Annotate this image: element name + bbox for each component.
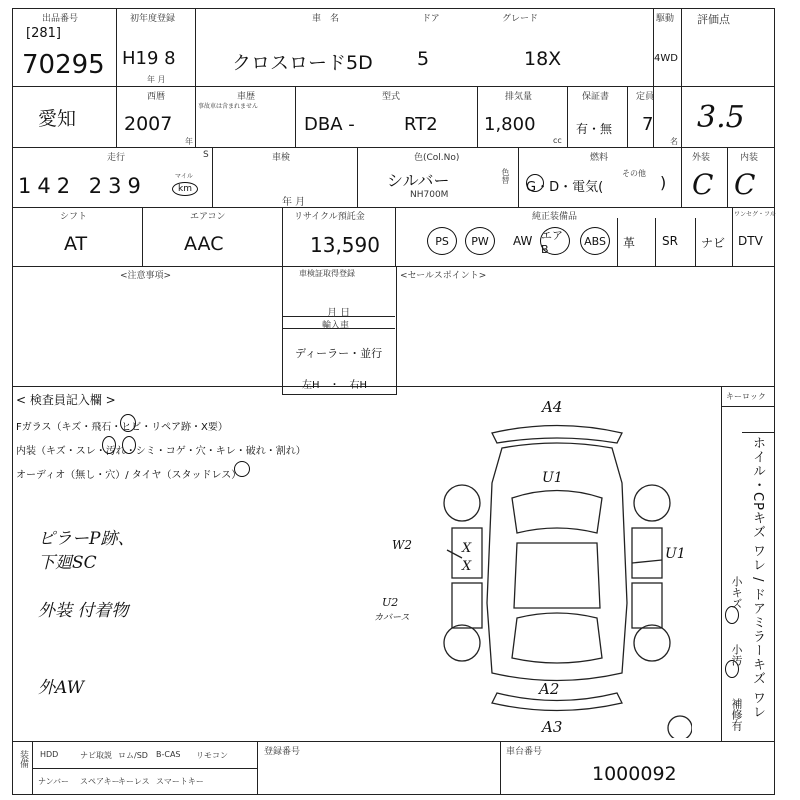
inspection-line-1: Fガラス（キズ・飛石・ヒビ・リペア跡・X要）: [16, 422, 228, 433]
handwritten-note-2: 下廻SC: [38, 553, 97, 573]
vin-label: 車台番号: [506, 747, 543, 757]
circle-mark: [102, 436, 116, 454]
door-left-rear: [452, 583, 482, 628]
equipment-item: ナビ: [701, 236, 726, 250]
circle-mark: [120, 414, 136, 432]
recycle-label: リサイクル預託金: [294, 212, 365, 222]
model-prefix: DBA -: [304, 114, 355, 135]
circle-mark: [725, 606, 739, 624]
footer-equipment-item: HDD: [40, 750, 59, 759]
col-divider: [195, 8, 196, 86]
inspection-line-3: オーディオ（無し・穴）/ タイヤ（スタッドレス）: [16, 470, 242, 481]
col-divider: [395, 207, 396, 266]
equipment-item: 革: [623, 236, 636, 250]
col-divider: [142, 207, 143, 266]
notes-label: <注意事項>: [120, 271, 172, 281]
equipment-label: 純正装備品: [532, 212, 578, 222]
car-name-value: クロスロード5D: [232, 52, 373, 74]
footer-equipment-item: スマートキー: [156, 777, 204, 786]
key-divider: [721, 406, 775, 407]
s-label: S: [203, 150, 209, 160]
mark-w2: W2: [392, 538, 412, 552]
col-divider: [477, 86, 478, 147]
circle-mark: [122, 436, 136, 454]
wheel-rear-left: [444, 625, 480, 661]
col-divider: [195, 86, 196, 147]
warranty-label: 保証書: [582, 92, 610, 102]
mark-a4: A4: [542, 398, 563, 416]
col-divider: [627, 86, 628, 147]
doors-value: 5: [417, 48, 430, 70]
capacity-value: 7: [642, 114, 654, 135]
mark-a2: A2: [539, 680, 560, 698]
lot-label: 出品番号: [42, 14, 79, 24]
col-divider: [295, 86, 296, 147]
col-divider: [727, 147, 728, 207]
col-divider: [732, 208, 733, 266]
col-divider: [282, 207, 283, 266]
gasoline-circle: [526, 174, 544, 192]
footer-equipment-item: キーレス: [118, 777, 150, 786]
grade-label: グレード: [502, 14, 539, 24]
col-divider: [116, 8, 117, 147]
registration-label: 登録番号: [264, 747, 301, 757]
score-value: 3.5: [697, 100, 745, 135]
recycle-value: 13,590: [310, 233, 380, 257]
wheel-front-left: [444, 485, 480, 521]
year-label: 西暦: [147, 92, 166, 102]
equipment-item: エアB: [540, 227, 570, 255]
key-divider: [742, 432, 775, 433]
color-label: 色(Col.No): [414, 153, 460, 163]
mileage-value: 142 239: [18, 174, 147, 198]
first-reg-unit: 年 月: [147, 75, 166, 84]
mileage-label: 走行: [107, 153, 126, 163]
door-right-rear: [632, 583, 662, 628]
mark-x-1: X: [462, 541, 472, 556]
handle-value: 左H ・ 右H: [302, 380, 368, 391]
record-unit: 月 日: [327, 308, 351, 319]
wheel-front-right: [634, 485, 670, 521]
grade-value: 18X: [524, 48, 562, 70]
equipment-item: ABS: [580, 227, 610, 255]
fuel-other: その他: [622, 169, 646, 178]
score-label: 評価点: [697, 13, 730, 26]
row-divider: [12, 86, 775, 87]
sales-label: <セールスポイント>: [400, 271, 487, 281]
import-value: ディーラー・並行: [295, 347, 383, 360]
history-label: 車歴: [237, 92, 256, 102]
footer-divider: [500, 741, 501, 795]
ac-value: AAC: [184, 233, 224, 255]
col-divider: [681, 8, 682, 147]
right-small-2: 小汚: [730, 644, 743, 666]
footer-equipment-item: ロム/SD: [118, 751, 148, 760]
circle-mark: [234, 461, 250, 477]
exterior-label: 外装: [692, 153, 711, 163]
right-vertical-text: ホイル・CPキズ ワレ / ドアミラーキズ ワレ: [750, 436, 765, 719]
w2-pointer: [447, 550, 462, 558]
exterior-value: C: [692, 168, 714, 201]
year-value: 2007: [124, 113, 173, 135]
footer-side-label: 装備: [18, 750, 28, 768]
handwritten-note-3: 外装 付着物: [38, 601, 129, 621]
history-sub: 事故車は含まれません: [198, 103, 259, 110]
col-divider: [212, 147, 213, 207]
inspection-title: < 検査員記入欄 >: [16, 393, 116, 407]
interior-label: 内装: [740, 153, 759, 163]
lot-number: 70295: [22, 50, 105, 80]
fuel-value: G・D・電気(: [526, 180, 604, 195]
displacement-value: 1,800: [484, 114, 536, 135]
vin-value: 1000092: [592, 763, 677, 785]
right-small-3: 補修有: [730, 698, 743, 731]
col-divider: [567, 86, 568, 147]
col-divider: [681, 147, 682, 207]
front-bumper-shape: [492, 426, 622, 444]
footer-divider: [32, 768, 257, 769]
footer-equipment-item: ナビ取説: [80, 751, 112, 760]
footer-equipment-item: ナンバー: [38, 777, 70, 786]
drive-label: 駆動: [656, 14, 675, 24]
equipment-item: DTV: [738, 234, 763, 248]
doors-label: ドア: [422, 14, 440, 24]
footer-equipment-item: リモコン: [196, 751, 228, 760]
col-divider: [617, 218, 618, 266]
right-small-1: 小キズ: [730, 576, 743, 609]
ac-label: エアコン: [190, 212, 226, 222]
displacement-label: 排気量: [505, 92, 533, 102]
region-value: 愛知: [38, 108, 77, 130]
inspection-label: 車検: [272, 153, 291, 163]
key-label: キーロック: [726, 392, 766, 401]
warranty-value: 有・無: [576, 122, 613, 136]
col-divider: [357, 147, 358, 207]
lot-sub: [281]: [26, 26, 61, 41]
auction-sheet: [12, 8, 775, 795]
mark-a3: A3: [542, 718, 563, 736]
mile-label: マイル: [175, 173, 193, 180]
fuel-close: ): [660, 173, 667, 192]
shift-value: AT: [64, 233, 88, 255]
equipment-item: AW: [513, 234, 533, 248]
footer-divider: [257, 741, 258, 795]
row-divider: [12, 147, 775, 148]
model-label: 型式: [382, 92, 401, 102]
interior-value: C: [734, 168, 756, 201]
mark-u1-top: U1: [542, 470, 563, 486]
color-change-label: 色替: [501, 168, 510, 184]
circle-mark: [725, 660, 739, 678]
footer-equipment-item: B-CAS: [156, 750, 181, 759]
col-divider: [518, 147, 519, 207]
right-panel-divider: [721, 386, 722, 741]
shift-label: シフト: [60, 212, 88, 222]
capacity-label: 定員: [636, 92, 655, 102]
mark-u2-sub: カバース: [374, 613, 410, 623]
handwritten-note-1: ピラーP跡、: [38, 529, 135, 549]
car-name-label: 車 名: [312, 14, 340, 24]
displacement-unit: cc: [553, 136, 562, 145]
col-divider: [695, 218, 696, 266]
mark-u2: U2: [382, 596, 399, 609]
color-code: NH700M: [410, 190, 449, 200]
dtv-label: ワンセグ・フル: [734, 211, 776, 218]
km-label: km: [178, 184, 192, 194]
footer-equipment-item: スペアキー: [80, 777, 120, 786]
mark-u1-right: U1: [665, 546, 686, 562]
year-unit: 年: [185, 137, 193, 146]
inspection-unit: 年 月: [282, 197, 306, 208]
record-label: 車検証取得登録: [299, 269, 355, 278]
fuel-label: 燃料: [590, 153, 609, 163]
inspection-line-2: 内装（キズ・スレ・汚れ・シミ・コゲ・穴・キレ・破れ・割れ）: [16, 446, 306, 457]
rear-glass-shape: [512, 613, 602, 663]
drive-value: 4WD: [654, 53, 678, 64]
import-label: 輸入車: [322, 321, 350, 331]
equipment-item: SR: [662, 234, 678, 248]
row-divider: [12, 207, 775, 208]
row-divider: [12, 741, 775, 742]
color-value: シルバー: [387, 171, 450, 190]
hood-shape: [512, 491, 602, 534]
km-circled: [172, 182, 198, 196]
mark-x-2: X: [462, 559, 472, 574]
roof-shape: [514, 543, 600, 608]
wheel-rear-right: [634, 625, 670, 661]
capacity-unit: 名: [670, 137, 678, 146]
door-right-front: [632, 528, 662, 578]
u1-pointer: [632, 560, 662, 563]
col-divider: [655, 218, 656, 266]
equipment-item: PW: [465, 227, 495, 255]
first-reg-value: H19 8: [122, 48, 176, 69]
handwritten-note-4: 外AW: [38, 678, 85, 698]
first-reg-label: 初年度登録: [130, 14, 176, 24]
model-value: RT2: [404, 114, 438, 135]
equipment-item: PS: [427, 227, 457, 255]
spare-wheel: [668, 716, 692, 738]
